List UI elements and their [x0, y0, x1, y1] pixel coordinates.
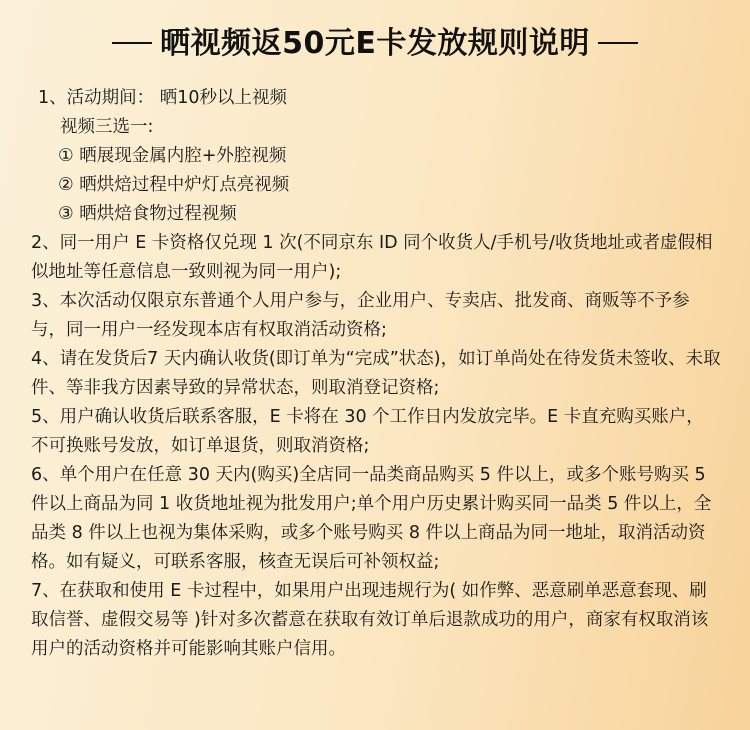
rule-1-option-2: ② 晒烘焙过程中炉灯点亮视频	[58, 175, 290, 195]
rule-1-head: 1、活动期间： 晒10秒以上视频	[38, 88, 287, 108]
rule-5: 5、用户确认收货后联系客服，E 卡将在 30 个工作日内发放完毕。E 卡直充购买账户，不可换账号发放，如订单退货，则取消资格;	[31, 407, 704, 456]
rule-3: 3、本次活动仅限京东普通个人用户参与，企业用户、专卖店、批发商、商贩等不予参与，同一用户一经发现本店有权取消活动资格;	[31, 291, 690, 340]
rule-1-sub: 视频三选一:	[60, 117, 154, 137]
title-dash-right	[598, 42, 638, 44]
rule-2: 2、同一用户 E 卡资格仅兑现 1 次(不同京东 ID 同个收货人/手机号/收货地址或者虚假相似地址等任意信息一致则视为同一用户);	[31, 233, 713, 282]
rule-4: 4、请在发货后7 天内确认收货(即订单为“完成”状态)，如订单尚处在待发货未签收、未取件、等非我方因素导致的异常状态，则取消登记资格;	[31, 349, 721, 398]
title-text: 晒视频返50元E卡发放规则说明	[160, 26, 590, 61]
page-title	[0, 18, 750, 62]
rule-7: 7、在获取和使用 E 卡过程中，如果用户出现违规行为( 如作弊、恶意刷单恶意套现、刷取信誉、虚假交易等 )针对多次蓄意在获取有效订单后退款成功的用户，商家有权取消该用户的活动资格并可能影响其账户信用。	[31, 581, 709, 659]
rules-list	[31, 84, 728, 664]
rule-6: 6、单个用户在任意 30 天内(购买)全店同一品类商品购买 5 件以上，或多个账号购买 5 件以上商品为同 1 收货地址视为批发用户;单个用户历史累计购买同一品类 5 件以上，全品类 8 件以上也视为集体采购，或多个账号购买 8 件以上商品为同一地址，取消活动资格。如有疑义，可联系客服，核查无误后可补领权益;	[31, 465, 712, 572]
title-dash-left	[112, 42, 152, 44]
rule-1-option-3: ③ 晒烘焙食物过程视频	[58, 204, 237, 224]
rule-1-option-1: ① 晒展现金属内腔+外腔视频	[58, 146, 287, 166]
